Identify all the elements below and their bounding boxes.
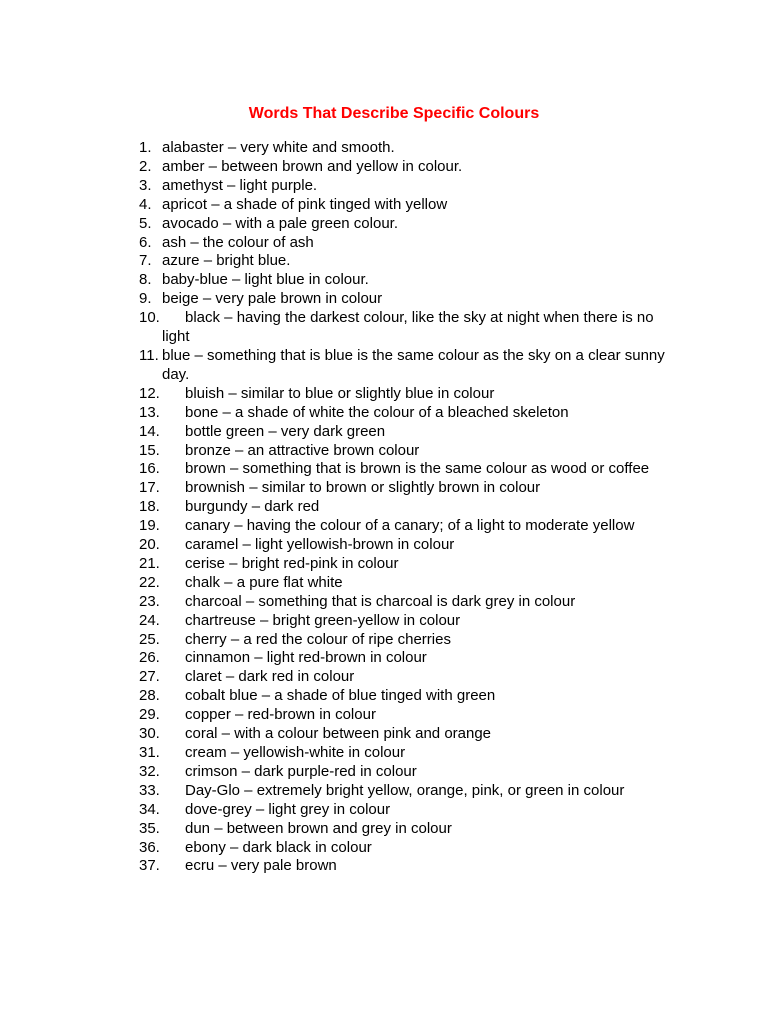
list-item-text: canary – having the colour of a canary; of a light to moderate yellow — [185, 517, 635, 535]
list-item — [0, 687, 768, 706]
list-item-number: 8. — [139, 271, 152, 289]
list-item — [0, 763, 768, 782]
list-item-text: ebony – dark black in colour — [185, 838, 372, 856]
list-item-text: cream – yellowish-white in colour — [185, 744, 406, 761]
list-item-number: 2. — [139, 157, 152, 175]
list-item-number: 5. — [139, 214, 152, 232]
list-item-text: burgundy – dark red — [185, 498, 320, 516]
list-item — [0, 498, 768, 517]
list-item-text: ecru – very pale brown — [185, 857, 337, 875]
list-item — [0, 139, 768, 158]
list-item-text: cobalt blue – a shade of blue tinged with green — [185, 687, 496, 705]
list-item — [0, 385, 768, 404]
list-item-number: 3. — [139, 176, 152, 194]
list-item-text: avocado – with a pale green colour. — [162, 214, 398, 232]
list-item — [0, 668, 768, 687]
list-item-number: 1. — [139, 139, 152, 156]
list-item-text: bottle green – very dark green — [185, 422, 386, 440]
list-item-number: 4. — [139, 195, 152, 213]
list-item — [0, 782, 768, 801]
list-item-number: 7. — [139, 252, 152, 270]
list-item-number: 19. — [139, 517, 160, 535]
list-item — [0, 612, 768, 631]
list-item-text: black – having the darkest colour, like the sky at night when there is no light — [162, 309, 654, 346]
list-item-text: brown – something that is brown is the same colour as wood or coffee — [185, 460, 650, 478]
list-item — [0, 725, 768, 744]
list-item — [0, 271, 768, 290]
list-item — [0, 479, 768, 498]
list-item-text: bronze – an attractive brown colour — [185, 441, 420, 459]
list-item-number: 9. — [139, 290, 152, 308]
colour-word-list — [0, 139, 768, 876]
list-item — [0, 706, 768, 725]
list-item-number: 25. — [139, 630, 160, 648]
list-item-number: 24. — [139, 611, 160, 629]
list-item-text: baby-blue – light blue in colour. — [162, 271, 369, 289]
list-item-text: cherry – a red the colour of ripe cherries — [185, 630, 451, 648]
list-item-number: 35. — [139, 819, 160, 837]
list-item-text: blue – something that is blue is the same colour as the sky on a clear sunny day. — [162, 346, 665, 383]
list-item-number: 30. — [139, 725, 160, 743]
list-item — [0, 234, 768, 253]
list-item-number: 29. — [139, 706, 160, 724]
list-item-number: 36. — [139, 838, 160, 856]
list-item-number: 14. — [139, 422, 160, 440]
list-item-number: 20. — [139, 536, 160, 554]
list-item-number: 12. — [139, 384, 160, 402]
list-item — [0, 177, 768, 196]
list-item — [0, 215, 768, 234]
list-item — [0, 423, 768, 442]
list-item-text: chalk – a pure flat white — [185, 573, 343, 591]
list-item-number: 34. — [139, 800, 160, 818]
list-item-number: 26. — [139, 649, 160, 667]
list-item — [0, 593, 768, 612]
list-item-number: 10. — [139, 309, 160, 327]
list-item — [0, 460, 768, 479]
list-item — [0, 347, 768, 385]
list-item — [0, 536, 768, 555]
list-item — [0, 555, 768, 574]
list-item-text: brownish – similar to brown or slightly brown in colour — [185, 479, 541, 497]
list-item-number: 21. — [139, 554, 160, 572]
list-item-text: Day-Glo – extremely bright yellow, orange, pink, or green in colour — [185, 781, 625, 799]
list-item-number: 22. — [139, 573, 160, 591]
list-item-text: apricot – a shade of pink tinged with yellow — [162, 195, 448, 213]
list-item-number: 28. — [139, 687, 160, 705]
list-item — [0, 857, 768, 876]
list-item-number: 18. — [139, 498, 160, 516]
list-item-text: alabaster – very white and smooth. — [162, 139, 395, 156]
list-item-number: 16. — [139, 460, 160, 478]
list-item-text: cerise – bright red-pink in colour — [185, 554, 399, 572]
list-item-text: copper – red-brown in colour — [185, 706, 376, 724]
list-item — [0, 649, 768, 668]
list-item-text: amber – between brown and yellow in colour. — [162, 157, 463, 175]
list-item — [0, 196, 768, 215]
list-item-number: 37. — [139, 857, 160, 875]
list-item-number: 13. — [139, 403, 160, 421]
page-title: Words That Describe Specific Colours — [248, 105, 540, 122]
list-item-text: coral – with a colour between pink and orange — [185, 725, 492, 743]
list-item-text: caramel – light yellowish-brown in colour — [185, 536, 455, 554]
list-item — [0, 801, 768, 820]
list-item-text: charcoal – something that is charcoal is dark grey in colour — [185, 592, 576, 610]
list-item — [0, 290, 768, 309]
list-item-text: claret – dark red in colour — [185, 668, 355, 686]
list-item-text: bluish – similar to blue or slightly blue in colour — [185, 384, 495, 402]
list-item-number: 32. — [139, 762, 160, 780]
list-item-text: ash – the colour of ash — [162, 233, 314, 251]
list-item — [0, 442, 768, 461]
list-item-text: chartreuse – bright green-yellow in colour — [185, 611, 461, 629]
list-item — [0, 744, 768, 763]
list-item-text: beige – very pale brown in colour — [162, 290, 383, 308]
list-item-text: bone – a shade of white the colour of a bleached skeleton — [185, 403, 569, 421]
list-item-number: 23. — [139, 592, 160, 610]
list-item-text: cinnamon – light red-brown in colour — [185, 649, 427, 667]
list-item-number: 11. — [139, 346, 159, 364]
list-item-text: amethyst – light purple. — [162, 176, 318, 194]
list-item — [0, 517, 768, 536]
list-item — [0, 574, 768, 593]
list-item-number: 15. — [139, 441, 160, 459]
list-item-text: dove-grey – light grey in colour — [185, 800, 391, 818]
list-item — [0, 820, 768, 839]
list-item-number: 6. — [139, 233, 152, 251]
list-item — [0, 631, 768, 650]
list-item-number: 27. — [139, 668, 160, 686]
list-item — [0, 309, 768, 347]
list-item-text: dun – between brown and grey in colour — [185, 819, 452, 837]
list-item-text: crimson – dark purple-red in colour — [185, 762, 417, 780]
list-item-number: 31. — [139, 744, 160, 761]
list-item-number: 17. — [139, 479, 160, 497]
list-item — [0, 839, 768, 858]
list-item — [0, 404, 768, 423]
list-item — [0, 252, 768, 271]
list-item-number: 33. — [139, 781, 160, 799]
list-item — [0, 158, 768, 177]
list-item-text: azure – bright blue. — [162, 252, 291, 270]
